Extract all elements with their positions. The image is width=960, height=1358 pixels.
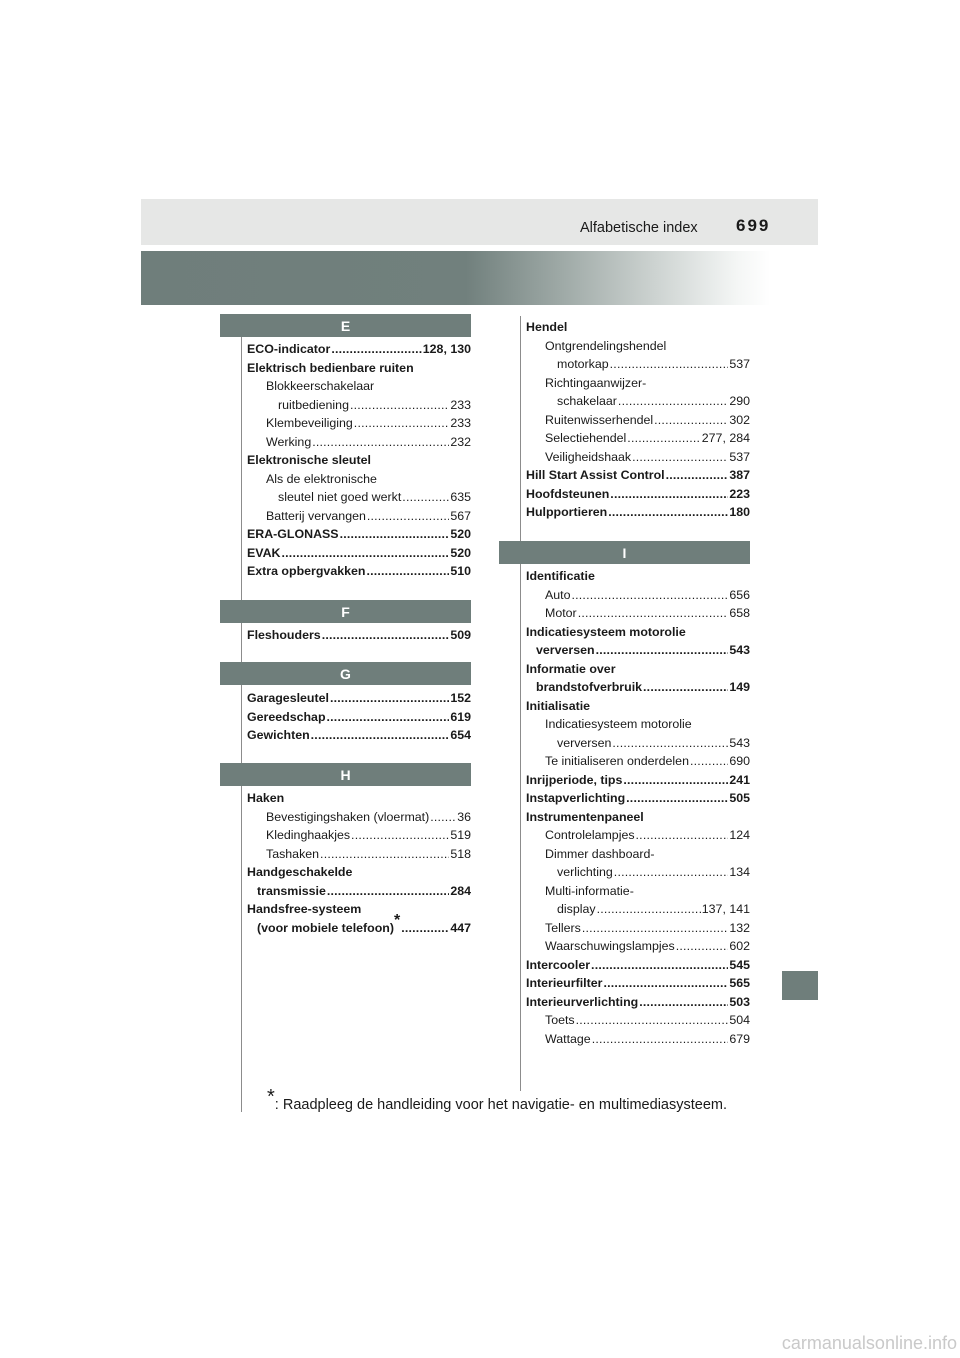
index-entry: Intercooler ..... 545 (526, 956, 750, 975)
index-entry: Inrijperiode, tips ..... 241 (526, 771, 750, 790)
index-entry: Gereedschap ..... 619 (247, 708, 471, 727)
index-subentry: Wattage ..... 679 (526, 1030, 750, 1049)
index-subentry: Indicatiesysteem motorolie (545, 717, 692, 731)
index-subentry: Controlelampjes ..... 124 (526, 826, 750, 845)
index-subentry: ruitbediening ..... 233 (247, 396, 471, 415)
index-column-h (247, 789, 471, 937)
index-subentry: Multi-informatie- (545, 883, 634, 898)
index-subentry: Te initialiseren onderdelen ..... 690 (526, 752, 750, 771)
footnote (267, 1086, 727, 1113)
index-subentry: Dimmer dashboard- (545, 846, 655, 861)
index-entry: transmissie ..... 284 (247, 882, 471, 901)
section-letter: E (340, 317, 351, 334)
index-subentry: Blokkeerschakelaar (266, 379, 375, 393)
index-subentry: Bevestigingshaken (vloermat) ..... 36 (247, 808, 471, 827)
index-subentry: Tellers ..... 132 (526, 919, 750, 938)
footnote-marker: * (394, 911, 401, 929)
section-header-f (220, 600, 471, 623)
index-entry: Extra opbergvakken ..... 510 (247, 562, 471, 581)
chapter-tab (782, 971, 818, 1000)
index-subentry: schakelaar ..... 290 (526, 392, 750, 411)
index-column-h-continued (526, 318, 750, 522)
watermark: carmanualsonline.info (781, 1333, 957, 1353)
column-divider-left (241, 330, 242, 1112)
index-column-f (247, 626, 471, 645)
index-entry: Handsfree-systeem (247, 902, 362, 916)
chapter-banner (141, 251, 818, 305)
index-subentry: Tashaken ..... 518 (247, 845, 471, 864)
index-subentry: Als de elektronische (266, 471, 377, 486)
index-entry: Elektronische sleutel (247, 453, 371, 467)
section-letter: I (622, 544, 627, 561)
index-subentry: Klembeveiliging ..... 233 (247, 414, 471, 433)
index-subentry: Veiligheidshaak ..... 537 (526, 448, 750, 467)
page-title: Alfabetische index (580, 220, 698, 236)
index-subentry: Waarschuwingslampjes ..... 602 (526, 937, 750, 956)
index-entry: (voor mobiele telefoon)* ..... 447 (247, 919, 471, 938)
index-entry: Gewichten ..... 654 (247, 726, 471, 745)
index-entry: Interieurverlichting ..... 503 (526, 993, 750, 1012)
index-entry: Hill Start Assist Control ..... 387 (526, 466, 750, 485)
index-entry: Interieurfilter ..... 565 (526, 974, 750, 993)
section-header-e (220, 314, 471, 337)
index-entry: Hulpportieren ..... 180 (526, 503, 750, 522)
index-subentry: verlichting ..... 134 (526, 863, 750, 882)
index-entry: Initialisatie (526, 698, 591, 713)
index-subentry: Motor ..... 658 (526, 604, 750, 623)
index-subentry: verversen ..... 543 (526, 734, 750, 753)
index-entry: Hoofdsteunen ..... 223 (526, 485, 750, 504)
index-entry: Haken (247, 791, 285, 805)
section-header-g (220, 662, 471, 685)
index-subentry: Batterij vervangen ..... 567 (247, 507, 471, 526)
index-entry: Handgeschakelde (247, 865, 353, 879)
index-column-e (247, 340, 471, 581)
index-subentry: sleutel niet goed werkt ..... 635 (247, 488, 471, 507)
index-column-g (247, 689, 471, 745)
index-entry: EVAK ..... 520 (247, 544, 471, 563)
index-subentry: Werking ..... 232 (247, 433, 471, 452)
index-subentry: Toets ..... 504 (526, 1011, 750, 1030)
index-entry: Elektrisch bedienbare ruiten (247, 360, 414, 375)
index-subentry: Auto ..... 656 (526, 586, 750, 605)
index-entry: Instapverlichting ..... 505 (526, 789, 750, 808)
footnote-text: : Raadpleeg de handleiding voor het navigatie- en multimediasysteem. (274, 1097, 727, 1113)
index-entry: Hendel (526, 320, 568, 334)
page-number: 699 (736, 216, 771, 235)
section-letter: F (341, 603, 350, 620)
index-entry: ECO-indicator ..... 128, 130 (247, 340, 471, 359)
section-header-h (220, 763, 471, 786)
index-entry: ERA-GLONASS ..... 520 (247, 525, 471, 544)
index-subentry: motorkap ..... 537 (526, 355, 750, 374)
index-entry: Informatie over (526, 661, 616, 676)
index-entry: Fleshouders ..... 509 (247, 626, 471, 645)
index-entry: Instrumentenpaneel (526, 809, 644, 824)
index-entry: verversen ..... 543 (526, 641, 750, 660)
index-subentry: Richtingaanwijzer- (545, 375, 647, 390)
index-column-i (526, 567, 750, 1048)
index-entry: Identificatie (526, 569, 595, 583)
index-entry: brandstofverbruik ..... 149 (526, 678, 750, 697)
section-letter: G (340, 665, 351, 682)
page-header (141, 199, 818, 245)
index-entry: Indicatiesysteem motorolie (526, 624, 686, 639)
index-subentry: Ontgrendelingshendel (545, 338, 667, 353)
index-subentry: Ruitenwisserhendel ..... 302 (526, 411, 750, 430)
index-subentry: display ..... 137, 141 (526, 900, 750, 919)
index-entry: Garagesleutel ..... 152 (247, 689, 471, 708)
section-letter: H (340, 766, 351, 783)
column-divider-middle (520, 316, 521, 1091)
index-subentry: Selectiehendel ..... 277, 284 (526, 429, 750, 448)
section-header-i (499, 541, 750, 564)
footnote-marker: * (267, 1086, 275, 1108)
index-subentry: Kledinghaakjes ..... 519 (247, 826, 471, 845)
